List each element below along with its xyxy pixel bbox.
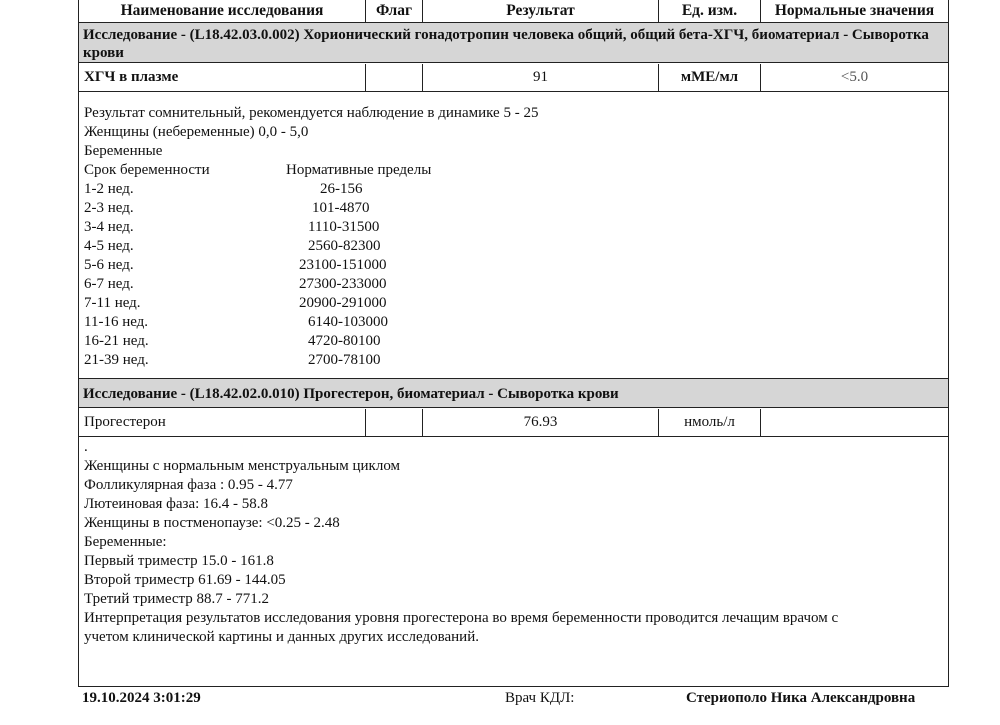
- progesterone-note-line: Третий триместр 88.7 - 771.2: [84, 591, 270, 607]
- pregnancy-norm: 20900-291000: [299, 295, 387, 311]
- pregnancy-norm: 2700-78100: [308, 352, 381, 368]
- header-result: Результат: [423, 0, 659, 22]
- result-hcg-normal: <5.0: [840, 69, 869, 85]
- pregnancy-row: [84, 237, 948, 256]
- hcg-note-line: Беременные: [84, 143, 163, 159]
- pregnancy-norm: 26-156: [320, 181, 363, 197]
- report-footer: [0, 690, 1000, 712]
- result-hcg-flag: [366, 64, 423, 91]
- progesterone-note-line: Второй триместр 61.69 - 144.05: [84, 572, 286, 588]
- progesterone-note-line: Первый триместр 15.0 - 161.8: [84, 553, 274, 569]
- pregnancy-norm: 27300-233000: [299, 276, 387, 292]
- result-progesterone-name: Прогестерон: [79, 409, 366, 436]
- result-row-hcg: [79, 64, 948, 92]
- pregnancy-row: [84, 332, 948, 351]
- hcg-note-line: Женщины (небеременные) 0,0 - 5,0: [84, 124, 309, 140]
- header-units: Ед. изм.: [659, 0, 761, 22]
- pregnancy-row: [84, 294, 948, 313]
- pregnancy-row: [84, 313, 948, 332]
- pregnancy-norm: 6140-103000: [308, 314, 388, 330]
- header-name: Наименование исследования: [79, 0, 366, 22]
- pregnancy-norm: 23100-151000: [299, 257, 387, 273]
- doctor-label: Врач КДЛ:: [505, 690, 575, 706]
- result-progesterone-units: нмоль/л: [659, 409, 761, 436]
- progesterone-note-line: Беременные:: [84, 534, 167, 550]
- progesterone-note-line: Женщины с нормальным менструальным циклом: [84, 458, 401, 474]
- result-progesterone-flag: [366, 409, 423, 436]
- progesterone-note-line: Женщины в постменопаузе: <0.25 - 2.48: [84, 515, 340, 531]
- pregnancy-term: 7-11 нед.: [84, 295, 141, 311]
- table-header-row: [79, 0, 948, 23]
- pregnancy-row: [84, 256, 948, 275]
- pregnancy-norm: 4720-80100: [308, 333, 381, 349]
- pregnancy-row: [84, 351, 948, 370]
- pregnancy-term: 21-39 нед.: [84, 352, 149, 368]
- result-hcg-value: 91: [423, 64, 659, 91]
- pregnancy-row: [84, 180, 948, 199]
- hcg-notes: [79, 104, 948, 370]
- pregnancy-term: 1-2 нед.: [84, 181, 134, 197]
- result-row-progesterone: [79, 409, 948, 437]
- results-table: [78, 0, 949, 687]
- pregnancy-table-header: [84, 161, 948, 180]
- pregnancy-term: 2-3 нед.: [84, 200, 134, 216]
- result-progesterone-normal: [761, 409, 948, 436]
- pregnancy-term: 16-21 нед.: [84, 333, 149, 349]
- doctor-name: Стериополо Ника Александровна: [686, 690, 916, 706]
- pregnancy-norm: 2560-82300: [308, 238, 381, 254]
- result-hcg-name: ХГЧ в плазме: [79, 64, 366, 91]
- pregnancy-row: [84, 218, 948, 237]
- pregnancy-term-header: Срок беременности: [84, 162, 210, 178]
- section-hcg-title: [79, 23, 948, 63]
- progesterone-note-line: Фолликулярная фаза : 0.95 - 4.77: [84, 477, 293, 493]
- progesterone-note-line: учетом клинической картины и данных других исследований.: [84, 629, 479, 645]
- section-progesterone-title-text: Исследование - (L18.42.02.0.010) Прогестерон, биоматериал - Сыворотка крови: [83, 386, 619, 402]
- progesterone-notes: [79, 438, 948, 647]
- progesterone-note-line: Интерпретация результатов исследования уровня прогестерона во время беременности проводится лечащим врачом с: [84, 610, 839, 626]
- pregnancy-norm: 101-4870: [312, 200, 370, 216]
- pregnancy-term: 4-5 нед.: [84, 238, 134, 254]
- header-flag: Флаг: [366, 0, 423, 22]
- section-progesterone-title: [79, 378, 948, 408]
- report-datetime: 19.10.2024 3:01:29: [82, 690, 201, 706]
- pregnancy-term: 6-7 нед.: [84, 276, 134, 292]
- result-progesterone-value: 76.93: [423, 409, 659, 436]
- result-hcg-units: мМЕ/мл: [659, 64, 761, 91]
- header-normal: Нормальные значения: [774, 2, 935, 19]
- pregnancy-term: 5-6 нед.: [84, 257, 134, 273]
- pregnancy-norm-header: Нормативные пределы: [286, 162, 432, 178]
- pregnancy-row: [84, 275, 948, 294]
- hcg-note-line: Результат сомнительный, рекомендуется наблюдение в динамике 5 - 25: [84, 105, 539, 121]
- pregnancy-term: 11-16 нед.: [84, 314, 149, 330]
- pregnancy-term: 3-4 нед.: [84, 219, 134, 235]
- section-hcg-title-text: Исследование - (L18.42.03.0.002) Хорионический гонадотропин человека общий, общий бета-ХГЧ, биоматериал - Сыворотка крови: [83, 27, 929, 61]
- progesterone-note-line: Лютеиновая фаза: 16.4 - 58.8: [84, 496, 269, 512]
- pregnancy-norm: 1110-31500: [308, 219, 380, 235]
- pregnancy-row: [84, 199, 948, 218]
- progesterone-note-line: .: [84, 439, 88, 455]
